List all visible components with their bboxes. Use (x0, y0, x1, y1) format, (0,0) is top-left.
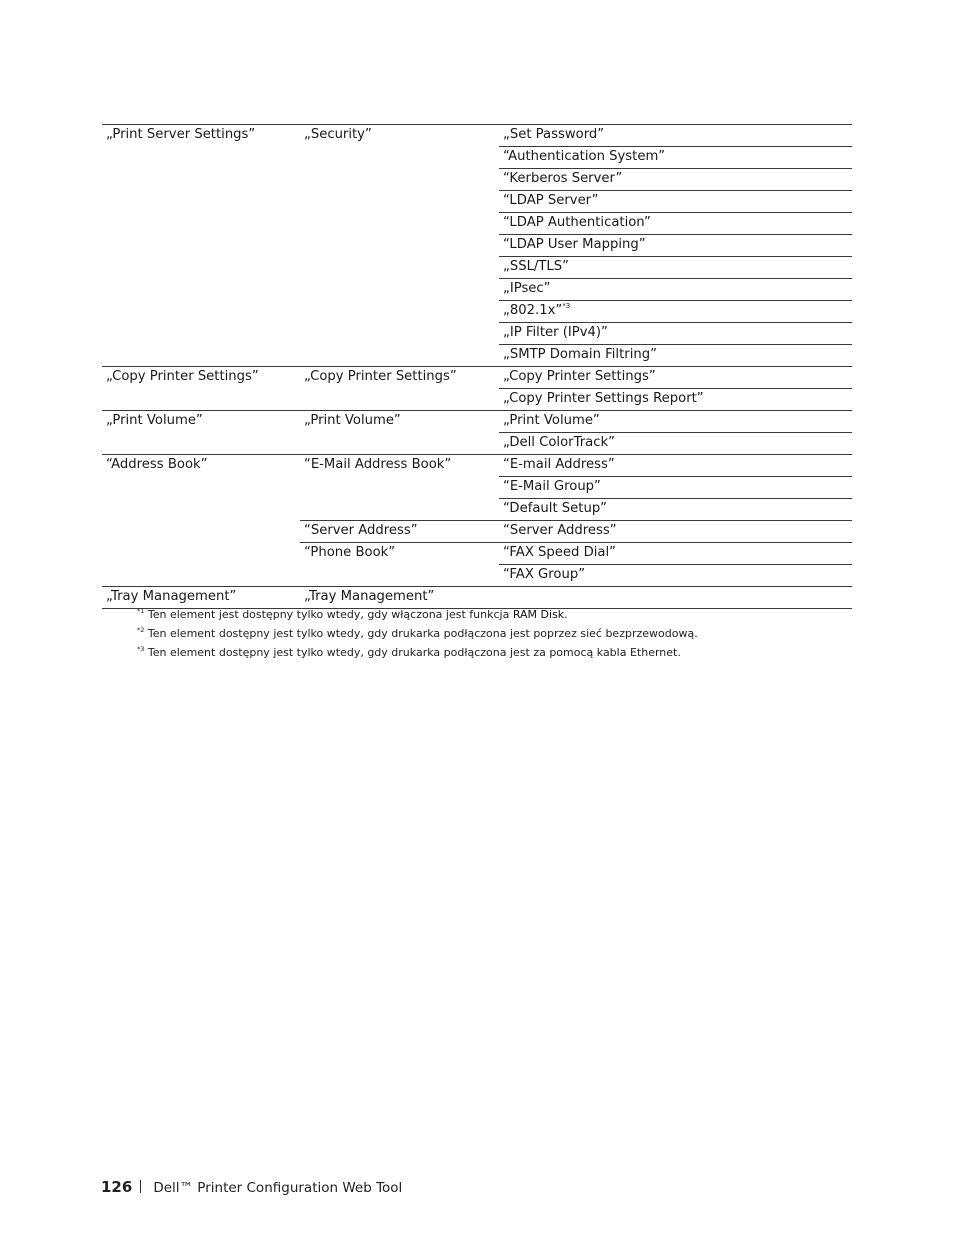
table-cell-level3: „Set Password” (499, 125, 852, 147)
table-cell-level1: „Copy Printer Settings” (102, 367, 300, 411)
table-cell-level1: „Print Server Settings” (102, 125, 300, 367)
table-cell-level3: “Server Address” (499, 521, 852, 543)
footnote-term: RAM Disk (512, 608, 565, 621)
footnote-2 (137, 624, 857, 643)
table-cell-level2: “Server Address” (300, 521, 499, 543)
table-cell-level3: “FAX Speed Dial” (499, 543, 852, 565)
table-cell-level3: „SSL/TLS” (499, 257, 852, 279)
table-cell-level1: “Address Book” (102, 455, 300, 587)
table-cell-level1: „Print Volume” (102, 411, 300, 455)
footnotes (137, 605, 857, 662)
table-cell-level2: „Print Volume” (300, 411, 499, 455)
table-cell-level1: „Tray Management” (102, 587, 300, 609)
table-cell-level3: “Default Setup” (499, 499, 852, 521)
table-cell-level2: “E-Mail Address Book” (300, 455, 499, 521)
table-cell-level3: „Dell ColorTrack” (499, 433, 852, 455)
table-cell-level3: “Authentication System” (499, 147, 852, 169)
table-cell-level3: “E-mail Address” (499, 455, 852, 477)
table-row (102, 125, 852, 147)
table-cell-level3 (499, 301, 852, 323)
table-row (102, 411, 852, 433)
cell-text: „802.1x” (503, 303, 563, 318)
table-row (102, 455, 852, 477)
table-cell-level3: „IPsec” (499, 279, 852, 301)
table-cell-level3: „Print Volume” (499, 411, 852, 433)
footnote-end: . (564, 608, 568, 621)
table-cell-level2: „Copy Printer Settings” (300, 367, 499, 411)
footnote-1 (137, 605, 857, 624)
footnote-mark: *2 (137, 626, 145, 634)
table-cell-level2: „Tray Management” (300, 587, 499, 609)
footer-title: Dell™ Printer Configuration Web Tool (153, 1180, 403, 1196)
table-cell-level2: „Security” (300, 125, 499, 367)
table-cell-level3: “LDAP Authentication” (499, 213, 852, 235)
footer-separator (140, 1180, 141, 1193)
footnote-ref: *3 (562, 302, 571, 310)
table-row (102, 367, 852, 389)
table-cell-level3: “E-Mail Group” (499, 477, 852, 499)
table-cell-level3: „IP Filter (IPv4)” (499, 323, 852, 345)
footnote-mark: *3 (137, 645, 145, 653)
table-cell-level3: „Copy Printer Settings Report” (499, 389, 852, 411)
table-cell-level3: “LDAP User Mapping” (499, 235, 852, 257)
footnote-text: Ten element dostępny jest tylko wtedy, gdy drukarka podłączona jest poprzez sieć bezprzewodową. (147, 627, 698, 640)
footnote-3 (137, 643, 857, 662)
page-footer (101, 1178, 402, 1196)
menu-structure-table (102, 124, 852, 609)
footnote-mark: *1 (137, 607, 145, 615)
page-number: 126 (101, 1178, 133, 1196)
table-cell-level3: „SMTP Domain Filtring” (499, 345, 852, 367)
footnote-text: Ten element jest dostępny tylko wtedy, gdy włączona jest funkcja (147, 608, 513, 621)
table-cell-level3: “Kerberos Server” (499, 169, 852, 191)
table-cell-level2: “Phone Book” (300, 543, 499, 587)
table-cell-level3: „Copy Printer Settings” (499, 367, 852, 389)
table-cell-level3: “LDAP Server” (499, 191, 852, 213)
table-cell-level3: “FAX Group” (499, 565, 852, 587)
footnote-text: Ten element dostępny jest tylko wtedy, gdy drukarka podłączona jest za pomocą kabla Ethernet. (147, 646, 681, 659)
